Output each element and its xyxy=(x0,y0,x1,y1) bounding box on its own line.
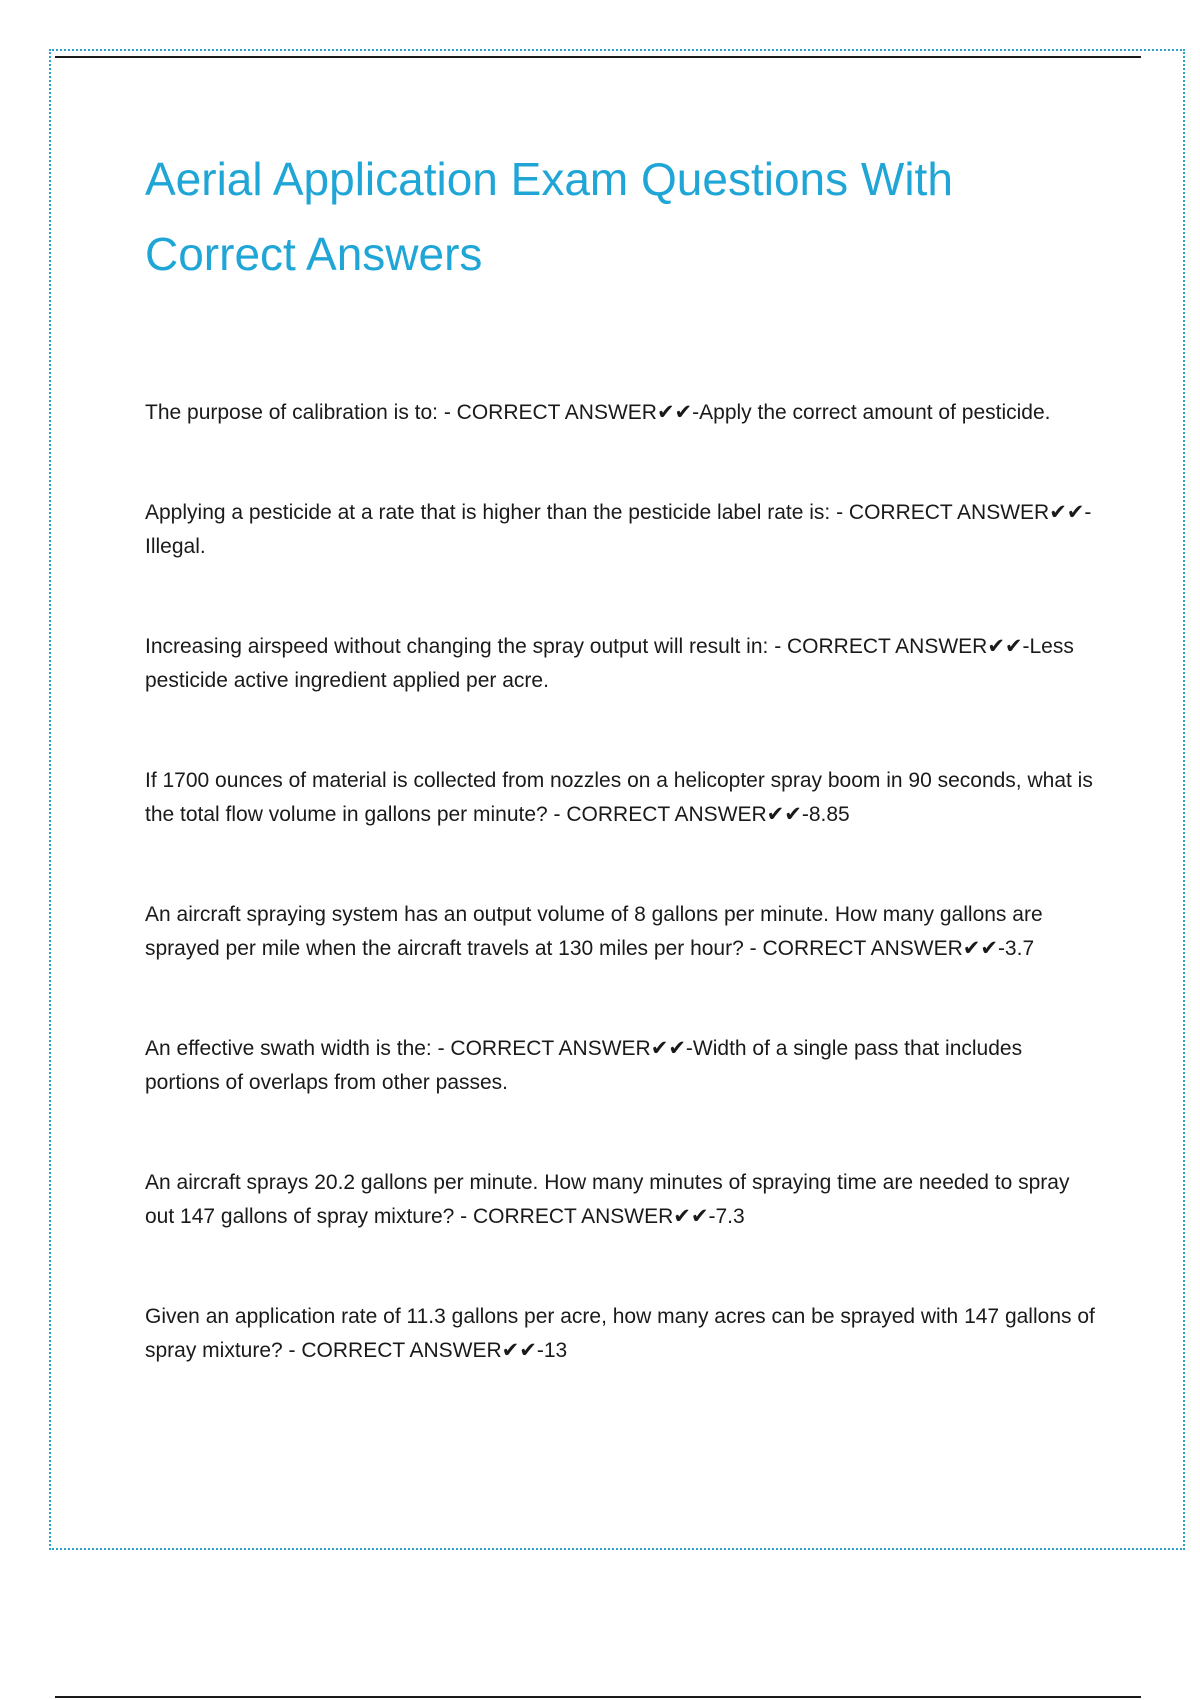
top-rule xyxy=(55,56,1141,58)
qa-item-8: Given an application rate of 11.3 gallons per acre, how many acres can be sprayed with 147 gallons of spray mixture? - CORRECT ANSWER✔✔-13 xyxy=(145,1305,1095,1362)
qa-item-5: An aircraft spraying system has an output volume of 8 gallons per minute. How many gallons are sprayed per mile when the aircraft travels at 130 miles per hour? - CORRECT ANSWER✔✔-3.7 xyxy=(145,903,1043,960)
qa-list xyxy=(145,396,1095,1368)
bottom-rule xyxy=(55,1696,1141,1698)
qa-item-4: If 1700 ounces of material is collected from nozzles on a helicopter spray boom in 90 seconds, what is the total flow volume in gallons per minute? - CORRECT ANSWER✔✔-8.85 xyxy=(145,769,1093,826)
qa-item-7: An aircraft sprays 20.2 gallons per minute. How many minutes of spraying time are needed to spray out 147 gallons of spray mixture? - CORRECT ANSWER✔✔-7.3 xyxy=(145,1171,1070,1228)
qa-item-3: Increasing airspeed without changing the spray output will result in: - CORRECT ANSWER✔✔-Less pesticide active ingredient applied per acre. xyxy=(145,635,1074,692)
qa-item-1: The purpose of calibration is to: - CORRECT ANSWER✔✔-Apply the correct amount of pesticide. xyxy=(145,401,1051,424)
qa-item-6: An effective swath width is the: - CORRECT ANSWER✔✔-Width of a single pass that includes portions of overlaps from other passes. xyxy=(145,1037,1023,1094)
document-title: Aerial Application Exam Questions With Correct Answers xyxy=(145,153,953,280)
qa-item-2: Applying a pesticide at a rate that is higher than the pesticide label rate is: - CORRECT ANSWER✔✔-Illegal. xyxy=(145,501,1092,558)
